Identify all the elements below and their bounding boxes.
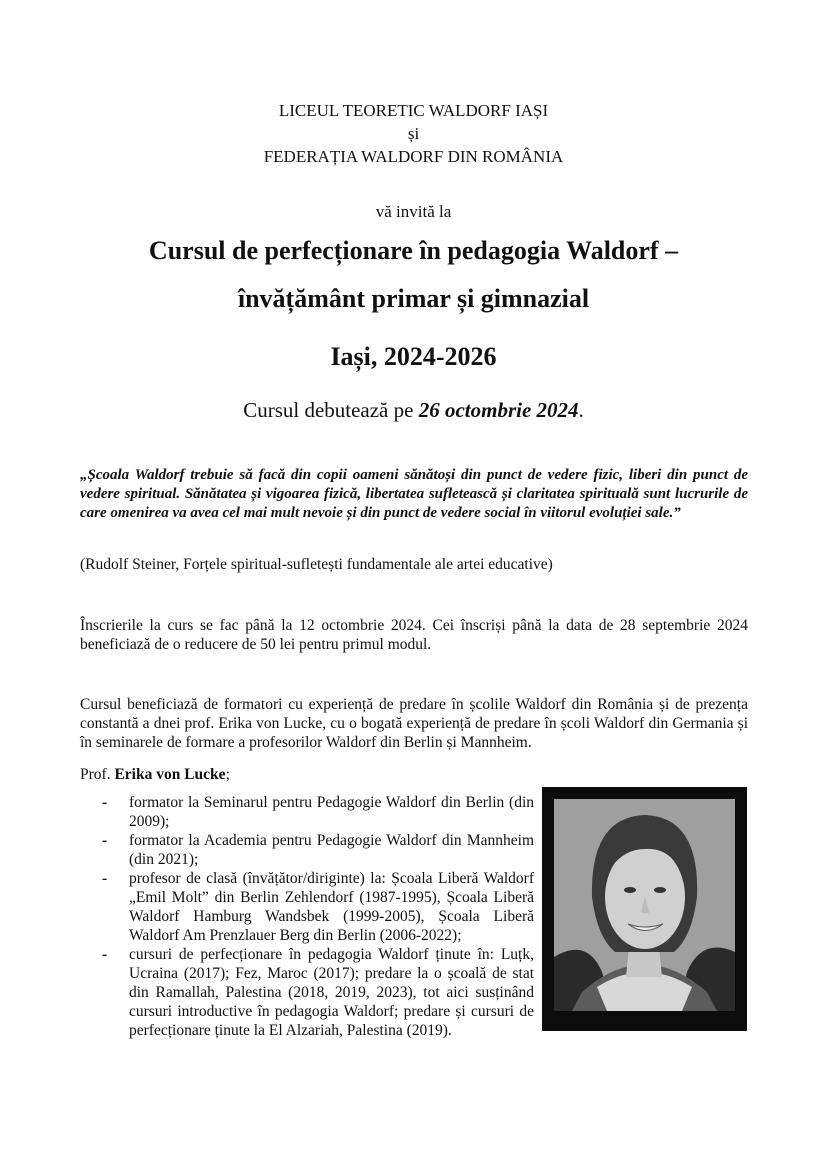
course-location-years: Iași, 2024-2026	[330, 342, 497, 371]
start-prefix: Cursul debutează pe	[243, 398, 419, 422]
start-date: 26 octombrie 2024	[418, 398, 579, 422]
start-date-line	[0, 398, 827, 423]
bullet-dash: -	[102, 832, 108, 849]
conjunction: și	[407, 124, 420, 143]
invite-text: vă invită la	[375, 202, 452, 221]
list-item	[80, 945, 534, 1040]
organizer-2: FEDERAȚIA WALDORF DIN ROMÂNIA	[263, 147, 564, 166]
course-title-line-2: învățământ primar și gimnazial	[237, 284, 590, 313]
organizer-1: LICEUL TEORETIC WALDORF IAȘI	[278, 101, 549, 120]
bullet-dash: -	[102, 946, 108, 963]
registration-info: Înscrierile la curs se fac până la 12 octombrie 2024. Cei înscriși până la data de 28 septembrie 2024 beneficiază de o reducere de 50 lei pentru primul modul.	[80, 617, 748, 653]
profile-list	[80, 793, 534, 1040]
profile-name: Erika von Lucke	[114, 766, 226, 783]
profile-prefix: Prof.	[80, 766, 115, 783]
steiner-quote: „Școala Waldorf trebuie să facă din copii oameni sănătoși din punct de vedere fizic, liberi din punct de vedere spiritual. Sănătatea și vigoarea fizică, libertatea sufletească și claritatea spirituală sunt lucrurile de care omenirea va avea cel mai mult nevoie și din punct de vedere social în viitorul evoluției sale.”	[80, 467, 748, 521]
trainers-info: Cursul beneficiază de formatori cu experiență de predare în școlile Waldorf din România și de prezența constantă a dnei prof. Erika von Lucke, cu o bogată experiență de predare în școli Waldorf din Germania și în seminarele de formare a profesorilor Waldorf din Berlin și Mannheim.	[80, 696, 748, 751]
list-item	[80, 831, 534, 869]
start-suffix: .	[578, 398, 584, 422]
list-item-text: formator la Academia pentru Pedagogie Waldorf din Mannheim (din 2021);	[129, 832, 534, 868]
course-title-line-1: Cursul de perfecționare în pedagogia Waldorf –	[148, 236, 679, 265]
bullet-dash: -	[102, 870, 108, 887]
portrait-photo	[542, 787, 747, 1031]
list-item-text: cursuri de perfecționare în pedagogia Waldorf ținute în: Luțk, Ucraina (2017); Fez, Maroc (2017); predare la o școală de stat din Ramallah, Palestina (2018, 2019, 2023), tot aici susținând cursuri introductive în pedagogia Waldorf; predare și cursuri de perfecționare ținute la El Alzariah, Palestina (2019).	[129, 946, 534, 1039]
bullet-dash: -	[102, 794, 108, 811]
quote-source: (Rudolf Steiner, Forțele spiritual-sufletești fundamentale ale artei educative)	[80, 556, 553, 573]
list-item	[80, 793, 534, 831]
list-item	[80, 869, 534, 945]
profile-suffix: ;	[225, 766, 230, 783]
list-item-text: profesor de clasă (învățător/diriginte) la: Școala Liberă Waldorf „Emil Molt” din Berlin Zehlendorf (1987-1995), Școala Liberă Waldorf Hamburg Wandsbek (1999-2005), Școala Liberă Waldorf Am Prenzlauer Berg din Berlin (2006-2022);	[129, 870, 534, 944]
profile-heading	[80, 765, 748, 784]
list-item-text: formator la Seminarul pentru Pedagogie Waldorf din Berlin (din 2009);	[129, 794, 534, 830]
